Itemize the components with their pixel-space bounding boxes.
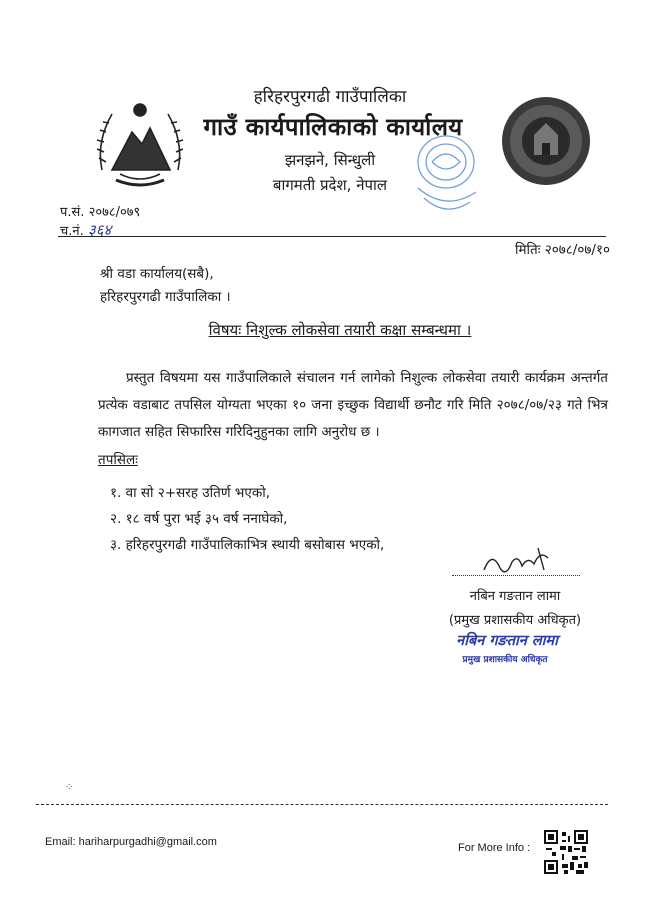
office-title: गाउँ कार्यपालिकाको कार्यालय [203,113,463,141]
footer-divider [36,804,608,805]
letter-subject [60,320,620,340]
letter-date: मितिः २०७८/०७/१० [514,242,610,258]
subject-text: विषयः निशुल्क लोकसेवा तयारी कक्षा सम्बन्धमा । [208,321,472,339]
letter-body [98,365,608,446]
signature-line [452,575,580,576]
cn-value: ३६४ [87,221,112,239]
list-item: १. वा सो २+सरह उतिर्ण भएको, [110,485,271,501]
addressee-line1: श्री वडा कार्यालय(सबै), [100,266,214,282]
signatory-name: नबिन गङतान लामा [469,589,561,604]
ps-label: प.सं. [60,205,85,220]
nepal-emblem-icon [90,92,190,192]
scan-speck: ⁘ [65,782,74,793]
list-item: ३. हरिहरपुरगढी गाउँपालिकाभित्र स्थायी बसोबास भएको, [110,537,385,553]
ps-value: २०७८/०७९ [88,205,141,220]
stamp-title: प्रमुख प्रशासकीय अधिकृत [462,655,548,665]
list-item: २. १८ वर्ष पुरा भई ३५ वर्ष ननाघेको, [110,511,288,527]
cn-label: च.नं. [60,224,84,239]
body-paragraph: प्रस्तुत विषयमा यस गाउँपालिकाले संचालन गर्न लागेको निशुल्क लोकसेवा तयारी कार्यक्रम अन्तर्गत प्रत्येक वडाबाट तपसिल योग्यता भएका १० जना इच्छुक विद्यार्थी छनौट गरि मिति २०७८/०७/२३ गते भित्र कागजात सहित सिफारिस गरिदिनुहुनका लागि अनुरोध छ । [98,370,608,440]
office-location: झनझने, सिन्धुली [284,151,376,169]
footer-email: Email: hariharpurgadhi@gmail.com [45,836,217,848]
stamp-name: नबिन गङतान लामा [456,633,558,649]
addressee-line2: हरिहरपुरगढी गाउँपालिका । [100,289,231,305]
footer-more-info: For More Info : [458,842,531,854]
header-divider [58,236,606,237]
office-province: बागमती प्रदेश, नेपाल [272,176,388,194]
signatory-title: (प्रमुख प्रशासकीय अधिकृत) [448,613,582,628]
municipality-logo-icon [500,95,592,187]
details-heading: तपसिलः [98,452,138,468]
reference-cn [60,220,111,240]
municipality-name: हरिहरपुरगढी गाउँपालिका [253,87,407,107]
reference-ps [60,202,140,220]
qr-code-icon [544,830,588,874]
office-stamp-icon [410,132,482,220]
